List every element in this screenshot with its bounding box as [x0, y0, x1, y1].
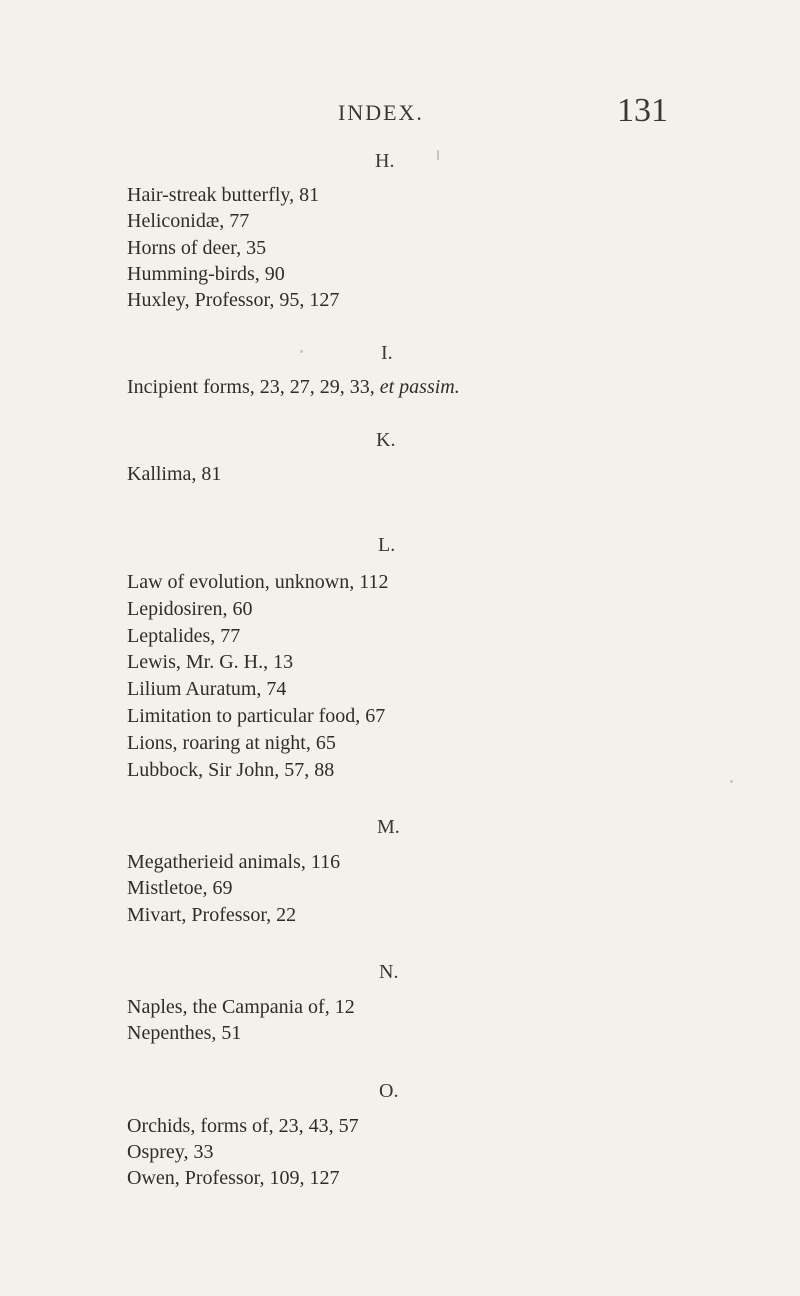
index-entry: Lilium Auratum, 74	[127, 678, 287, 700]
index-entry: Nepenthes, 51	[127, 1022, 242, 1044]
index-entry: Law of evolution, unknown, 112	[127, 571, 389, 593]
section-heading-i: I.	[381, 342, 393, 364]
index-entry: Orchids, forms of, 23, 43, 57	[127, 1115, 359, 1137]
index-entry: Mivart, Professor, 22	[127, 904, 297, 926]
index-entry: Mistletoe, 69	[127, 877, 233, 899]
index-entry	[127, 375, 460, 399]
paper-speck	[437, 150, 439, 160]
index-entry: Heliconidæ, 77	[127, 210, 250, 232]
index-entry: Owen, Professor, 109, 127	[127, 1167, 340, 1189]
index-entry: Huxley, Professor, 95, 127	[127, 289, 340, 311]
index-entry: Megatherieid animals, 116	[127, 851, 341, 873]
paper-speck	[730, 780, 733, 783]
section-heading-o: O.	[379, 1080, 399, 1102]
running-title: INDEX.	[338, 100, 424, 125]
index-entry: Hair-streak butterfly, 81	[127, 184, 320, 206]
index-entry: Kallima, 81	[127, 463, 222, 485]
index-entry: Lions, roaring at night, 65	[127, 732, 336, 754]
index-entry: Lubbock, Sir John, 57, 88	[127, 759, 335, 781]
index-entry-main: Incipient forms, 23, 27, 29, 33,	[127, 376, 380, 398]
paper-speck	[300, 350, 303, 353]
index-entry: Humming-birds, 90	[127, 263, 285, 285]
index-entry: Lepidosiren, 60	[127, 598, 253, 620]
section-heading-m: M.	[377, 816, 400, 838]
index-entry: Osprey, 33	[127, 1141, 214, 1163]
section-heading-h: H.	[375, 150, 395, 172]
index-entry: Naples, the Campania of, 12	[127, 996, 355, 1018]
index-entry: Lewis, Mr. G. H., 13	[127, 651, 294, 673]
index-entry: Horns of deer, 35	[127, 237, 267, 259]
running-head	[0, 92, 800, 140]
index-entry-italic: et passim.	[379, 376, 460, 398]
page-number: 131	[617, 92, 668, 129]
section-heading-l: L.	[378, 534, 396, 556]
index-entry: Leptalides, 77	[127, 625, 241, 647]
section-heading-n: N.	[379, 961, 399, 983]
index-entry: Limitation to particular food, 67	[127, 705, 386, 727]
section-heading-k: K.	[376, 429, 396, 451]
